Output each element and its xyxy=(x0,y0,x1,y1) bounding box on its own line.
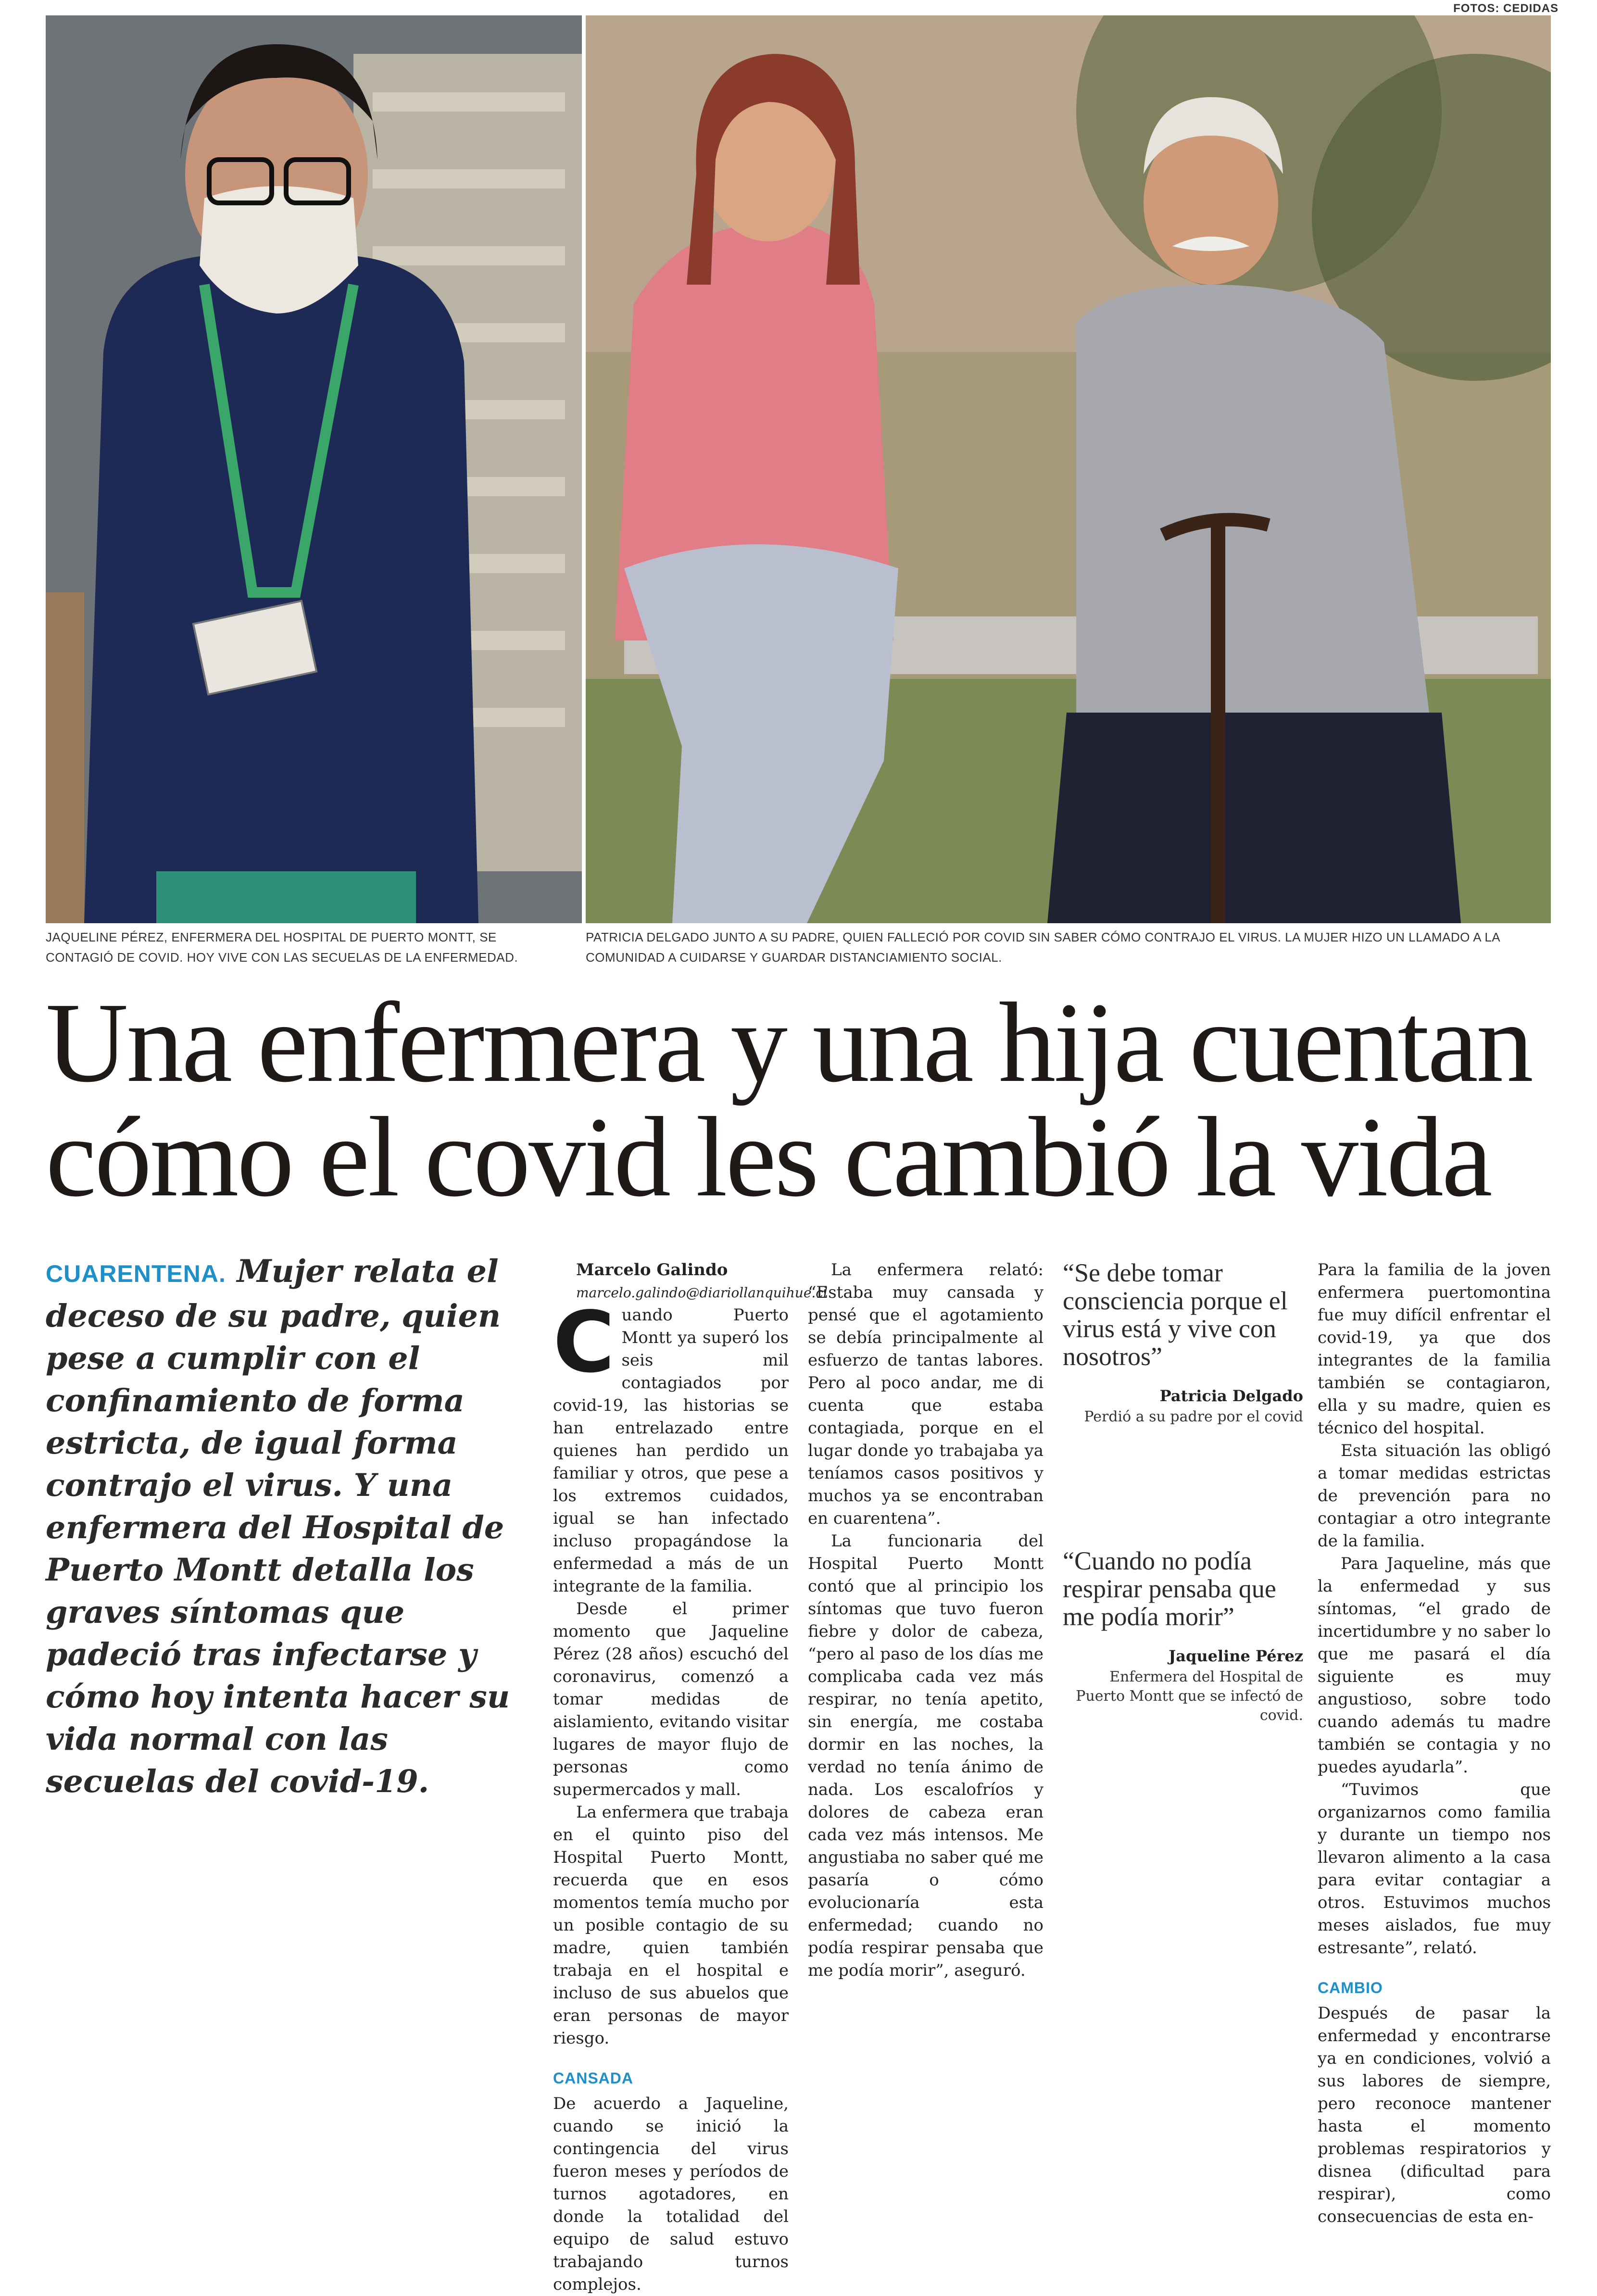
pull-quote xyxy=(1063,1547,1303,1725)
photo-caption-left: JAQUELINE PÉREZ, ENFERMERA DEL HOSPITAL DE PUERTO MONTT, SE CONTAGIÓ DE COVID. HOY VIVE CON LAS SECUELAS DE LA ENFERMEDAD. xyxy=(46,930,518,965)
pull-quote-author: Patricia Delgado xyxy=(1159,1387,1303,1405)
article-paragraph: De acuerdo a Jaqueline, cuando se inició la contingencia del virus fueron meses y períodos de turnos agotadores, en donde la totalidad del equipo de salud estuvo trabajando turnos complejos. xyxy=(553,2094,789,2294)
article-paragraph: “Tuvimos que organizarnos como familia y durante un tiempo nos llevaron alimento a la casa para evitar contagiar a otros. Estuvimos muchos meses aislados, fue muy estresante”, relató. xyxy=(1318,1780,1551,1957)
article-paragraph xyxy=(553,1294,789,1598)
subhead-cansada: CANSADA xyxy=(553,2070,633,2087)
article-paragraph: La funcionaria del Hospital Puerto Montt contó que al principio los síntomas que tuvo fueron fiebre y dolor de cabeza, “pero al paso de los días me complicaba cada vez más respirar, no tenía apetito, sin energía, me costaba dormir en las noches, la verdad no tenía ánimo de nada. Los escalofríos y dolores de cabeza eran cada vez más intensos. Me angustiaba no saber qué me pasaría o cómo evolucionaría esta enfermedad; cuando no podía respirar pensaba que me podía morir”, aseguró. xyxy=(808,1531,1044,1980)
pull-quote-role: Perdió a su padre por el covid xyxy=(1084,1408,1303,1425)
subhead-cambio: CAMBIO xyxy=(1318,1979,1383,1996)
headline xyxy=(46,979,1560,1220)
byline-name: Marcelo Galindo xyxy=(576,1260,728,1280)
lead-kicker: CUARENTENA. xyxy=(46,1260,226,1287)
pull-quote-text: “Cuando no podía respirar pensaba que me podía morir” xyxy=(1063,1546,1276,1631)
drop-cap: C xyxy=(553,1294,615,1392)
article-column-2 xyxy=(808,1259,1044,1982)
pull-quote-author: Jaqueline Pérez xyxy=(1169,1647,1303,1665)
paragraph-1-text: uando Puerto Montt ya superó los seis mil contagiados por covid-19, las historias se han entrelazado entre quienes han perdido un familiar y otros, que pese a los extremos cuidados, igual se han infectado incluso propagándose la enfermedad a más de un integrante de la familia. xyxy=(553,1305,789,1596)
pull-quote-role: Enfermera del Hospital de Puerto Montt que se infectó de covid. xyxy=(1076,1669,1303,1724)
article-paragraph: Para Jaqueline, más que la enfermedad y sus síntomas, “el grado de incertidumbre y no saber lo que me pasará el día siguiente es muy angustioso, sobre todo cuando además tu madre también se contagia y no puedes ayudarla”. xyxy=(1318,1554,1551,1777)
article-paragraph: La enfermera que trabaja en el quinto piso del Hospital Puerto Montt, recuerda que en esos momentos temía mucho por un posible contagio de su madre, quien también trabaja en el hospital e incluso de sus abuelos que eran personas de mayor riesgo. xyxy=(553,1803,789,2048)
article-column-4 xyxy=(1318,1259,1551,2228)
photo-caption-right: PATRICIA DELGADO JUNTO A SU PADRE, QUIEN FALLECIÓ POR COVID SIN SABER CÓMO CONTRAJO EL VIRUS. LA MUJER HIZO UN LLAMADO A LA COMUNIDAD A CUIDARSE Y GUARDAR DISTANCIAMIENTO SOCIAL. xyxy=(586,930,1500,965)
lead-text: Mujer relata el deceso de su padre, quien pese a cumplir con el confinamiento de forma estricta, de igual forma contrajo el virus. Y una enfermera del Hospital de Puerto Montt detalla los graves síntomas que padeció tras infectarse y cómo hoy intenta hacer su vida normal con las secuelas del covid-19. xyxy=(46,1253,510,1800)
pull-quotes-column xyxy=(1063,1259,1303,1725)
pull-quote-text: “Se debe tomar consciencia porque el virus está y vive con nosotros” xyxy=(1063,1258,1288,1371)
article-column-1 xyxy=(553,1259,828,2296)
headline-line-1: Una enfermera y una hija cuentan xyxy=(46,979,1532,1106)
lead-paragraph xyxy=(46,1250,517,1803)
headline-line-2: cómo el covid les cambió la vida xyxy=(46,1094,1491,1220)
article-paragraph: Para la familia de la joven enfermera puertomontina fue muy difícil enfrentar el covid-19, ya que dos integrantes de la familia también se contagiaron, ella y su madre, quien es técnico del hospital. xyxy=(1318,1260,1551,1438)
photo-daughter-father xyxy=(586,15,1551,923)
pull-quote xyxy=(1063,1259,1303,1427)
photo-nurse xyxy=(46,15,582,923)
article-paragraph: Desde el primer momento que Jaqueline Pérez (28 años) escuchó del coronavirus, comenzó a tomar medidas de aislamiento, evitando visitar lugares de mayor flujo de personas como supermercados y mall. xyxy=(553,1599,789,1799)
article-paragraph: La enfermera relató: “Estaba muy cansada y pensé que el agotamiento se debía principalmente al esfuerzo de tantas labores. Pero al poco andar, me di cuenta que estaba contagiada, porque en el lugar donde yo trabajaba ya teníamos casos positivos y muchos ya se encontraban en cuarentena”. xyxy=(808,1260,1044,1528)
photo-credit: FOTOS: CEDIDAS xyxy=(1453,2,1559,15)
article-paragraph: Después de pasar la enfermedad y encontrarse ya en condiciones, volvió a sus labores de siempre, pero reconoce mantener hasta el momento problemas respiratorios y disnea (dificultad para respirar), como consecuencias de esta en- xyxy=(1318,2004,1551,2226)
article-paragraph: Esta situación las obligó a tomar medidas estrictas de prevención para no contagiar a otro integrante de la familia. xyxy=(1318,1441,1551,1551)
byline-email: marcelo.galindo@diariollanquihue.cl xyxy=(576,1285,828,1301)
